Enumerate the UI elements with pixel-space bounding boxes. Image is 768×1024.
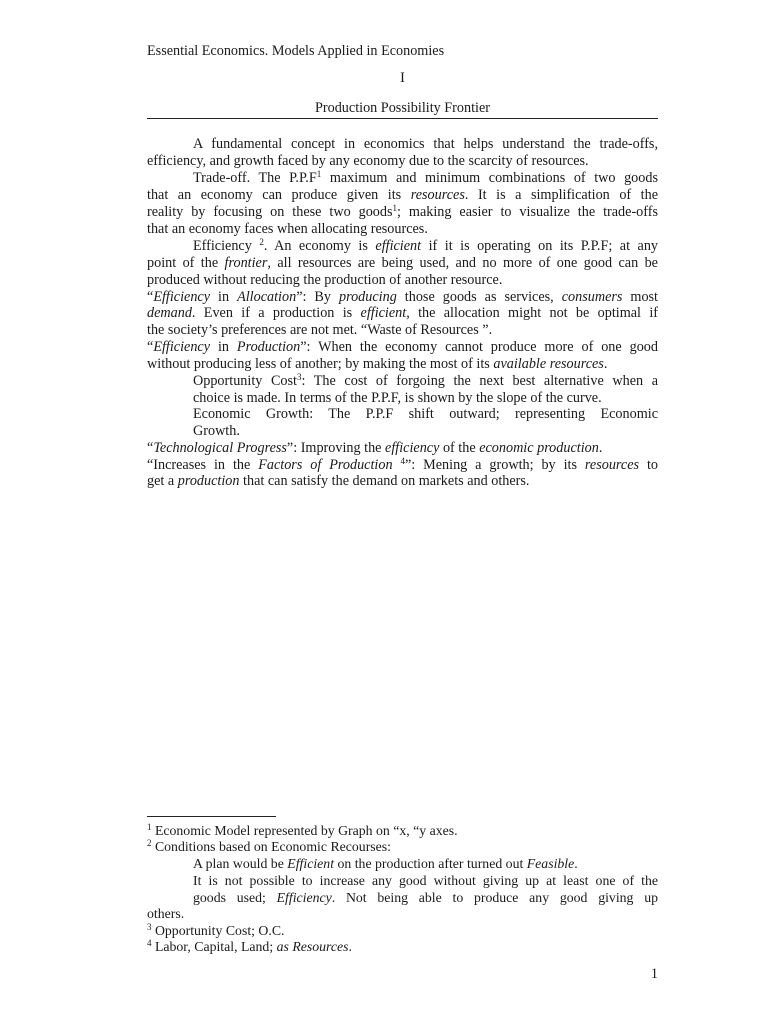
footnote-2-sub-2-line-2: goods used; Efficiency. Not being able to produce any good giving up [193, 890, 658, 905]
footnote-2-sub-2-line-3: others. [147, 906, 185, 921]
document-page [147, 0, 658, 1024]
factors-line-1: “Increases in the Factors of Production $^4$”: Mening a growth; by its resources to [147, 456, 658, 473]
opportunity-line-1: Opportunity Cost$^3$: The cost of forgoing the next best alternative when a [193, 372, 658, 389]
page-number: 1 [650, 966, 658, 982]
footnote-1: $^1$ Economic Model represented by Graph on “x, “y axes. [147, 822, 458, 838]
tradeoff-line-2: that an economy can produce given its resources. It is a simplification of the [147, 187, 658, 203]
efficiency-line-1: Efficiency $^2$. An economy is efficient if it is operating on its P.P.F; at any [193, 237, 659, 254]
running-title: Essential Economics. Models Applied in Economies [147, 43, 445, 59]
header-rule [147, 118, 658, 119]
production-line-1: “Efficiency in Production”: When the economy cannot produce more of one good [147, 339, 658, 355]
footnote-2-sub-2-line-1: It is not possible to increase any good without giving up at least one of the [193, 873, 658, 888]
chapter-number: I [400, 70, 405, 86]
footnote-3: $^3$ Opportunity Cost; O.C. [147, 922, 285, 938]
allocation-line-2: demand. Even if a production is efficient, the allocation might not be optimal if [147, 305, 658, 321]
footnote-4: $^4$ Labor, Capital, Land; as Resources. [147, 938, 352, 954]
tradeoff-line-4: that an economy faces when allocating resources. [147, 221, 428, 237]
opportunity-line-2: choice is made. In terms of the P.P.F, is shown by the slope of the curve. [193, 390, 602, 406]
intro-line-1: A fundamental concept in economics that helps understand the trade-offs, [193, 136, 658, 152]
tradeoff-line-3: reality by focusing on these two goods$^1$; making easier to visualize the trade-offs [147, 203, 658, 220]
footnote-2: $^2$ Conditions based on Economic Recourses: [147, 838, 391, 854]
allocation-line-1: “Efficiency in Allocation”: By producing those goods as services, consumers most [147, 289, 659, 305]
section-title: Production Possibility Frontier [315, 100, 490, 116]
footnote-2-sub-1: A plan would be Efficient on the production after turned out Feasible. [193, 856, 578, 871]
efficiency-line-2: point of the frontier, all resources are being used, and no more of one good can be [147, 255, 658, 271]
tech-line: “Technological Progress”: Improving the efficiency of the economic production. [147, 440, 603, 456]
tradeoff-line-1: Trade-off. The $P.P.F^1$ maximum and minimum combinations of two goods [193, 169, 658, 186]
intro-line-2: efficiency, and growth faced by any economy due to the scarcity of resources. [147, 153, 589, 169]
factors-line-2: get a production that can satisfy the demand on markets and others. [147, 473, 530, 489]
production-line-2: without producing less of another; by making the most of its available resources. [147, 356, 608, 372]
footnote-separator [147, 816, 276, 817]
allocation-line-3: the society’s preferences are not met. “Waste of Resources ”. [147, 322, 493, 338]
growth-line-2: Growth. [193, 423, 240, 439]
efficiency-line-3: produced without reducing the production of another resource. [147, 272, 503, 288]
growth-line-1: Economic Growth: The P.P.F shift outward; representing Economic [193, 406, 658, 422]
